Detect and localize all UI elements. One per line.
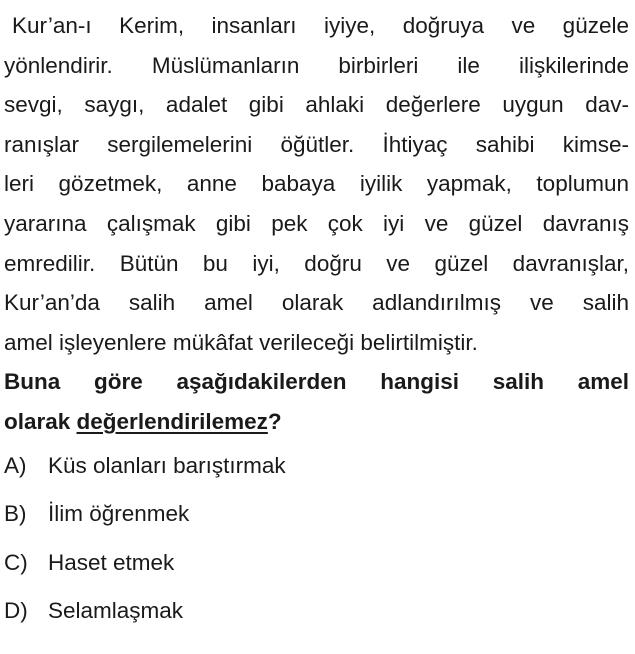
option-letter: A) — [4, 452, 27, 478]
option-letter: B) — [4, 501, 27, 527]
passage-line: ranışlar sergilemelerini öğütler. İhtiyaç sahibi kimse- — [4, 131, 629, 157]
question-prefix: olarak — [4, 408, 77, 434]
passage-line: emredilir. Bütün bu iyi, doğru ve güzel davranışlar, — [4, 250, 629, 276]
passage-line: yararına çalışmak gibi pek çok iyi ve güzel davranış — [4, 210, 629, 236]
option-b[interactable] — [4, 490, 629, 539]
passage-line: amel işleyenlere mükâfat verileceği belirtilmiştir. — [4, 329, 478, 355]
passage-text — [4, 6, 629, 362]
passage-line: Kur’an-ı Kerim, insanları iyiye, doğruya ve güzele — [12, 13, 629, 38]
question-suffix: ? — [267, 408, 282, 434]
option-letter: D) — [4, 598, 28, 624]
option-text: İlim öğrenmek — [48, 501, 190, 527]
option-a[interactable] — [4, 442, 629, 491]
option-letter: C) — [4, 549, 28, 575]
option-d[interactable] — [4, 587, 629, 636]
question-emphasis: değerlendirilemez — [76, 408, 268, 434]
option-text: Küs olanları barıştırmak — [48, 452, 286, 478]
question-line: Buna göre aşağıdakilerden hangisi salih amel — [4, 369, 629, 395]
option-c[interactable] — [4, 539, 629, 588]
option-text: Selamlaşmak — [48, 598, 184, 624]
passage-line: sevgi, saygı, adalet gibi ahlaki değerlere uygun dav- — [4, 92, 629, 118]
question-stem — [4, 362, 629, 441]
question-line — [4, 402, 629, 442]
answer-options — [4, 442, 629, 636]
passage-line: leri gözetmek, anne babaya iyilik yapmak, toplumun — [4, 171, 629, 197]
passage-line: Kur’an’da salih amel olarak adlandırılmış ve salih — [4, 290, 629, 316]
passage-line: yönlendirir. Müslümanların birbirleri ile ilişkilerinde — [4, 52, 629, 78]
option-text: Haset etmek — [48, 549, 175, 575]
